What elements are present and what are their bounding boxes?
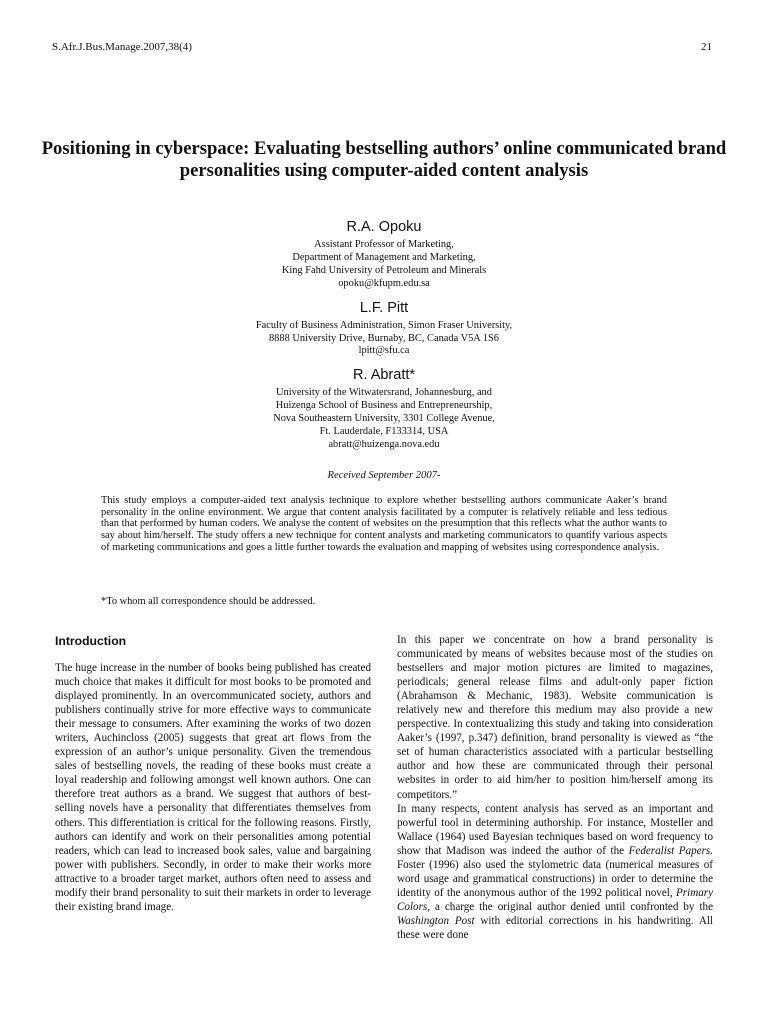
paragraph-text: a charge the original author denied until confronted by the [429,900,713,913]
author-block-abratt [100,366,668,452]
affiliation-line: University of the Witwatersrand, Johannesburg, and [276,387,492,399]
page-number: 21 [701,41,712,53]
received-date: Received September 2007- [327,470,441,481]
italic-title: Primary Colors, [397,886,713,913]
affiliation-line: Assistant Professor of Marketing, [314,239,454,250]
running-head [52,41,712,53]
affiliation-line: Faculty of Business Administration, Simon Fraser University, [255,319,513,331]
section-heading-introduction: Introduction [55,634,127,648]
author-name: L.F. Pitt [359,299,409,316]
body-paragraph [397,802,713,942]
body-paragraph: In this paper we concentrate on how a brand personality is communicated by means of websites because most of the studies on bestsellers and major motion pictures are limited to magazines, periodicals; general release films and adult-only paper fiction (Abrahamson & Mechanic, 1983). Website communication is relatively new and therefore this medium may also provide a new perspective. In contextualizing this study and taking into consideration Aaker’s (1997, p.347) definition, brand personality is viewed as “the set of human characteristics associated with a particular bestselling author and how these are communicated through their personal websites in order to aid him/her to position him/herself among its competitors.” [397,634,713,801]
right-column [397,633,713,942]
abstract: This study employs a computer-aided text analysis technique to explore whether bestselling authors communicate Aaker’s brand personality in the online environment. We argue that content analysis facilitated by a computer is relatively reliable and less tedious than that performed by human coders. We analyse the content of websites on the presumption that this reflects what the author wants to say about him/herself. The study offers a new technique for content analysts and marketing communicators to quantify various aspects of marketing communications and goes a little further towards the evaluation and mapping of websites using correspondence analysis. [101,495,667,553]
author-email: lpitt@sfu.ca [358,345,410,357]
italic-title: Federalist Papers. [628,844,714,857]
affiliation-line: Department of Management and Marketing, [292,251,476,263]
affiliation-line: Ft. Lauderdale, F133314, USA [319,426,449,438]
affiliation-line: Nova Southeastern University, 3301 College Avenue, [273,413,495,425]
author-email: opoku@kfupm.edu.sa [338,277,430,289]
author-list [100,218,668,460]
journal-citation: S.Afr.J.Bus.Manage.2007,38(4) [52,41,192,53]
paragraph-text: with editorial corrections in his handwriting. All these were done [397,914,713,941]
author-email: abratt@huizenga.nova.edu [328,438,440,450]
correspondence-footnote: *To whom all correspondence should be addressed. [101,596,316,607]
italic-title: Washington Post [397,914,475,927]
affiliation-line: King Fahd University of Petroleum and Minerals [281,264,487,276]
affiliation-line: Huizenga School of Business and Entrepreneurship, [275,400,493,412]
body-paragraph: The huge increase in the number of books being published has created much choice that makes it difficult for most books to be promoted and displayed prominently. In an overcommunicated society, authors and publishers continually strive for more effective ways to communicate their message to consumers. After examining the works of two dozen writers, Auchincloss (2005) suggests that great art flows from the expression of an author’s unique personality. Given the tremendous sales of bestselling novels, the reading of these books must create a loyal readership and following amongst well known authors. One can therefore treat authors as a brand. We suggest that authors of best-selling novels have a personality that differentiates themselves from others. This differentiation is critical for the following reasons. Firstly, authors can identify and work on their personalities among potential readers, which can lead to increased book sales, value and bargaining power with publishers. Secondly, in order to make their works more attractive to a broader target market, authors often need to assess and modify their brand personality to suit their markets in order to leverage their existing brand image. [55,662,371,913]
author-name: R.A. Opoku [346,219,422,235]
paper-title: Positioning in cyberspace: Evaluating bestselling authors’ online communicated brand personalities using computer-aided content analysis [41,138,727,181]
author-name: R. Abratt* [352,367,416,384]
paragraph-text: In many respects, content analysis has served as an important and powerful tool in determining authorship. For instance, Mosteller and Wallace (1964) used Bayesian techniques based on word frequency to show that Madison was indeed the author of the [397,802,713,857]
affiliation-line: 8888 University Drive, Burnaby, BC, Canada V5A 1S6 [268,332,500,344]
left-column [55,633,371,914]
paragraph-text: Foster (1996) also used the stylometric data (numerical measures of word usage and grammatical constructions) in order to determine the identity of the anonymous author of the 1992 political novel, [397,858,713,899]
author-block-pitt [100,299,668,359]
author-block-opoku [100,218,668,291]
